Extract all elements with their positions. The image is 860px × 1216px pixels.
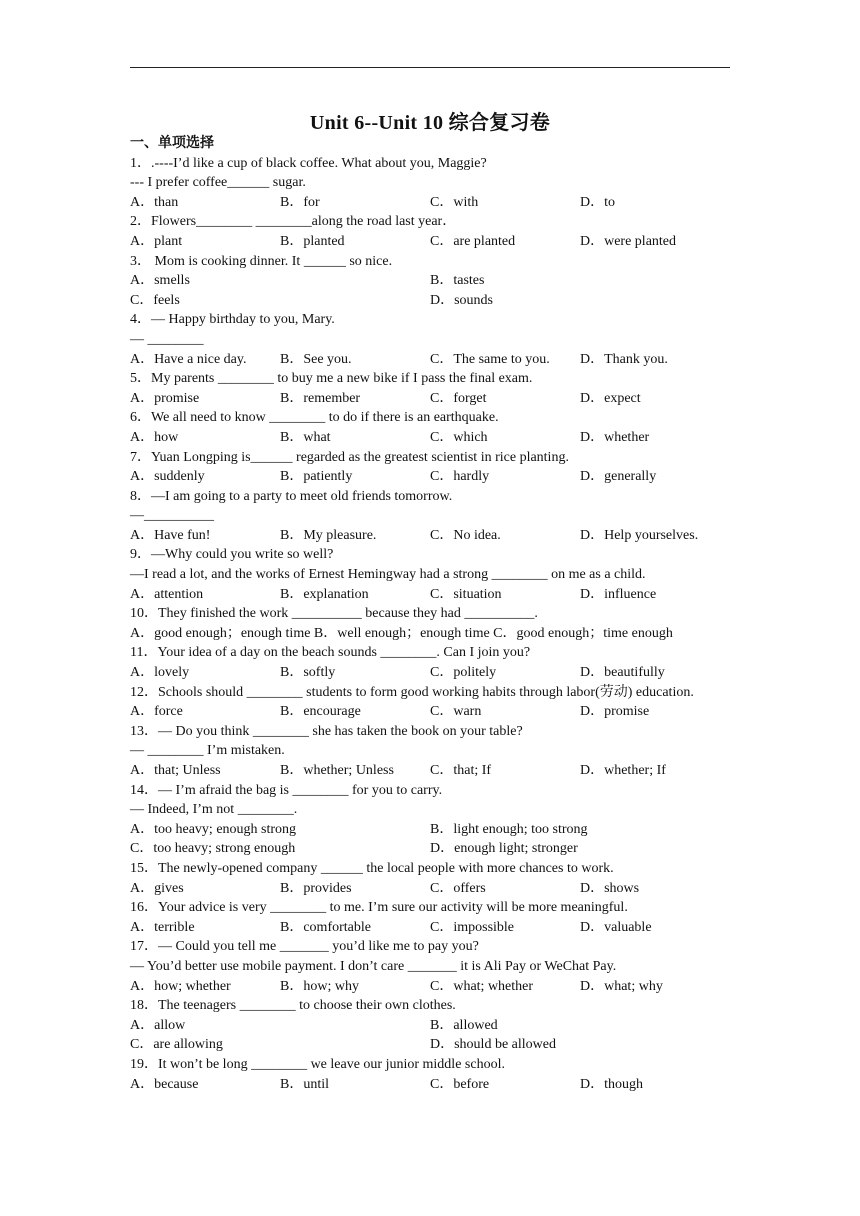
option-c: C．No idea. [430, 527, 501, 543]
option-c: C．forget [430, 390, 487, 406]
option-c: C．which [430, 429, 488, 445]
question-10-stem: 10．They finished the work __________ because they had __________. [130, 606, 538, 622]
question-3-options-row2 [130, 291, 740, 311]
question-13-options [130, 761, 740, 781]
option-d: D．expect [580, 390, 641, 406]
question-3-options-row1 [130, 271, 740, 291]
option-d: D．Thank you. [580, 351, 668, 367]
question-17-stem-2: — You’d better use mobile payment. I don’t care _______ it is Ali Pay or WeChat Pay. [130, 958, 617, 974]
option-a: A．because [130, 1076, 199, 1092]
question-12-options [130, 702, 740, 722]
option-d: D．whether [580, 429, 650, 445]
option-a: A．how; whether [130, 978, 231, 994]
question-4-stem-2: — ________ [130, 331, 204, 347]
option-c: C．are planted [430, 233, 516, 249]
option-d: D．valuable [580, 919, 652, 935]
question-6-options [130, 428, 740, 448]
question-10-options: A．good enough；enough time B．well enough；enough time C．good enough；time enough [130, 625, 673, 641]
option-b: B．encourage [280, 704, 361, 720]
option-d: D．should be allowed [430, 1037, 556, 1053]
question-4-options [130, 350, 740, 370]
question-7-options [130, 467, 740, 487]
option-b: B．whether; Unless [280, 763, 394, 778]
option-c: C．are allowing [130, 1037, 223, 1053]
option-a: A．how [130, 429, 179, 445]
option-a: A．Have a nice day. [130, 351, 247, 367]
option-a: A．than [130, 194, 179, 210]
question-9-options [130, 585, 740, 605]
question-13-stem: 13．— Do you think ________ she has taken the book on your table? [130, 723, 523, 739]
question-7-stem: 7．Yuan Longping is______ regarded as the greatest scientist in rice planting. [130, 449, 569, 465]
question-17-stem: 17．— Could you tell me _______ you’d like me to pay you? [130, 939, 479, 955]
option-a: A．force [130, 704, 183, 720]
option-b: B．comfortable [280, 919, 371, 935]
question-1-stem-2: --- I prefer coffee______ sugar. [130, 175, 306, 191]
question-9-stem: 9．—Why could you write so well? [130, 547, 334, 563]
option-c: C．what; whether [430, 978, 534, 994]
option-b: B．remember [280, 390, 361, 406]
option-a: A．lovely [130, 665, 190, 681]
question-4-stem: 4．— Happy birthday to you, Mary. [130, 312, 335, 328]
option-b: B．softly [280, 665, 336, 681]
option-b: B．planted [280, 233, 345, 249]
section-heading: 一、单项选择 [130, 136, 214, 151]
page-title: Unit 6--Unit 10 综合复习卷 [309, 112, 551, 134]
question-9-stem-2: —I read a lot, and the works of Ernest Hemingway had a strong ________ on me as a child. [130, 567, 646, 583]
option-c: C．situation [430, 586, 502, 602]
option-a: A．that; Unless [130, 763, 221, 778]
question-1-stem: 1．.----I’d like a cup of black coffee. What about you, Maggie? [130, 155, 487, 171]
option-a: A．allow [130, 1017, 186, 1033]
option-a: A．plant [130, 233, 183, 249]
option-b: B．patiently [280, 469, 353, 485]
option-c: C．before [430, 1076, 490, 1092]
question-2-stem: 2．Flowers________ ________along the road last year． [130, 214, 457, 230]
option-a: A．gives [130, 880, 184, 896]
option-b: B．provides [280, 880, 352, 896]
question-19-options [130, 1075, 740, 1095]
question-18-options-row1 [130, 1016, 740, 1036]
question-14-stem-2: — Indeed, I’m not ________. [130, 802, 298, 818]
option-d: D．whether; If [580, 763, 666, 778]
option-b: B．See you. [280, 351, 352, 367]
option-a: A．promise [130, 390, 200, 406]
option-b: B．My pleasure. [280, 527, 377, 543]
option-a: A．attention [130, 586, 204, 602]
option-d: D．beautifully [580, 665, 665, 681]
option-c: C．The same to you. [430, 351, 550, 367]
option-a: A．terrible [130, 919, 195, 935]
question-14-options-row1 [130, 820, 740, 840]
question-14-stem: 14．— I’m afraid the bag is ________ for you to carry. [130, 782, 443, 798]
option-c: C．politely [430, 665, 497, 681]
option-d: D．sounds [430, 292, 494, 308]
question-8-stem: 8．—I am going to a party to meet old friends tomorrow. [130, 488, 453, 504]
question-15-stem: 15．The newly-opened company ______ the local people with more chances to work. [130, 860, 614, 876]
option-a: A．Have fun! [130, 527, 211, 543]
option-b: B．allowed [430, 1017, 498, 1033]
option-d: D．to [580, 194, 615, 210]
question-2-options [130, 232, 740, 252]
question-13-stem-2: — ________ I’m mistaken. [130, 743, 285, 759]
question-8-options [130, 526, 740, 546]
option-c: C．offers [430, 880, 486, 896]
question-19-stem: 19．It won’t be long ________ we leave our junior middle school. [130, 1056, 505, 1072]
option-c: C．that; If [430, 763, 492, 778]
option-c: C．impossible [430, 919, 515, 935]
question-5-options [130, 389, 740, 409]
header-rule [130, 67, 730, 68]
question-1-options [130, 193, 740, 213]
option-c: C．warn [430, 704, 482, 720]
option-d: D．generally [580, 469, 657, 485]
question-18-stem: 18．The teenagers ________ to choose their own clothes. [130, 998, 456, 1014]
question-15-options [130, 879, 740, 899]
question-17-options [130, 977, 740, 997]
option-d: D．what; why [580, 978, 663, 994]
question-16-options [130, 918, 740, 938]
question-12-stem: 12．Schools should ________ students to form good working habits through labor(劳动) education. [130, 684, 694, 700]
question-8-stem-2: —__________ [130, 508, 214, 524]
question-14-options-row2 [130, 839, 740, 859]
option-d: D．Help yourselves. [580, 527, 699, 543]
option-b: B．until [280, 1076, 330, 1092]
option-d: D．influence [580, 586, 657, 602]
option-d: D．though [580, 1076, 643, 1092]
option-a: A．suddenly [130, 469, 205, 485]
option-d: D．promise [580, 704, 650, 720]
option-c: C．too heavy; strong enough [130, 841, 296, 857]
question-list [130, 134, 740, 1094]
option-c: C．with [430, 194, 479, 210]
option-b: B．tastes [430, 273, 485, 289]
option-d: D．were planted [580, 233, 677, 249]
option-a: A．too heavy; enough strong [130, 821, 297, 837]
option-a: A．smells [130, 273, 190, 289]
option-d: D．shows [580, 880, 640, 896]
option-b: B．for [280, 194, 320, 210]
question-6-stem: 6．We all need to know ________ to do if there is an earthquake. [130, 410, 499, 426]
option-c: C．feels [130, 292, 180, 308]
option-b: B．light enough; too strong [430, 821, 588, 837]
option-b: B．how; why [280, 978, 359, 994]
option-d: D．enough light; stronger [430, 841, 578, 857]
question-11-stem: 11．Your idea of a day on the beach sounds ________. Can I join you? [130, 645, 531, 661]
question-18-options-row2 [130, 1035, 740, 1055]
question-5-stem: 5．My parents ________ to buy me a new bike if I pass the final exam. [130, 371, 533, 387]
question-11-options [130, 663, 740, 683]
question-16-stem: 16．Your advice is very ________ to me. I’m sure our activity will be more meaningful. [130, 900, 628, 916]
option-b: B．explanation [280, 586, 369, 602]
option-b: B．what [280, 429, 331, 445]
question-3-stem: 3． Mom is cooking dinner. It ______ so nice. [130, 253, 393, 269]
option-c: C．hardly [430, 469, 490, 485]
